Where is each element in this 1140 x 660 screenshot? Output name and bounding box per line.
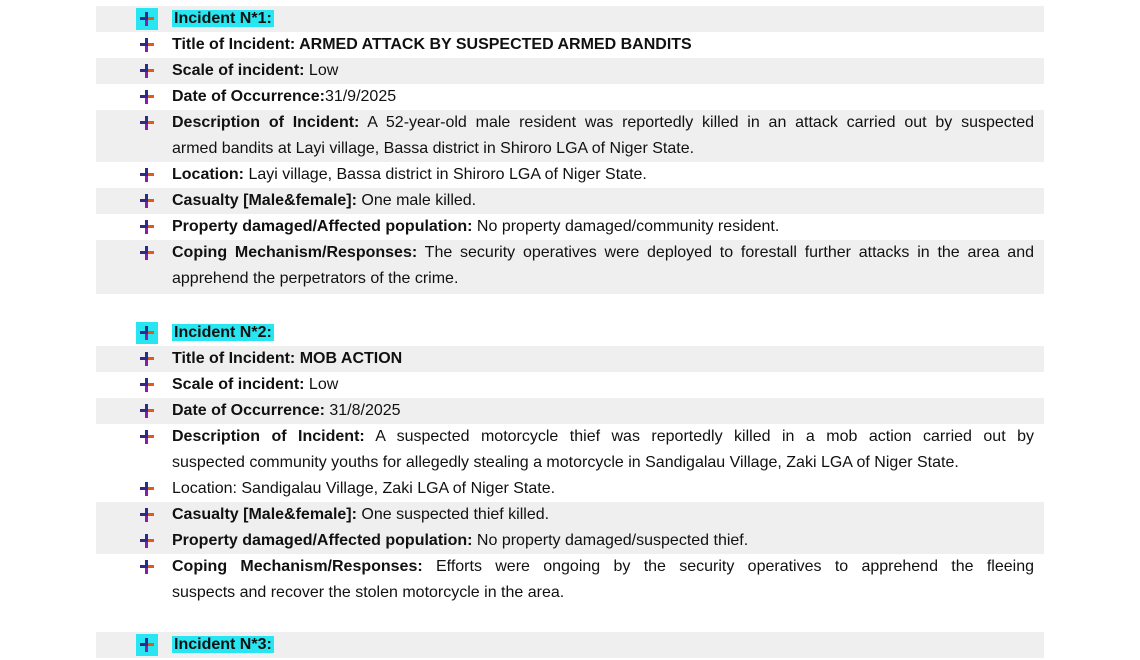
field-label: Property damaged/Affected population: (172, 532, 473, 549)
field-value: 31/9/2025 (324, 88, 397, 105)
incident-1-casualty-row (96, 188, 1044, 214)
field-value-continued: suspects and recover the stolen motorcycle in the area. (172, 584, 565, 601)
field-value: Low (304, 376, 339, 393)
field-label: Coping Mechanism/Responses: (172, 244, 418, 261)
incident-1-scale-row (96, 58, 1044, 84)
field-value: No property damaged/suspected thief. (472, 532, 749, 549)
arrow-bullet-icon (140, 352, 154, 366)
field-label: Date of Occurrence: (172, 88, 325, 105)
arrow-bullet-icon (140, 404, 154, 418)
incident-header: Incident N*2: (174, 324, 272, 341)
incident-title: Title of Incident: MOB ACTION (172, 350, 403, 367)
field-value-continued: armed bandits at Layi village, Bassa district in Shiroro LGA of Niger State. (172, 140, 695, 157)
field-label: Date of Occurrence: (172, 402, 325, 419)
arrow-bullet-icon (140, 326, 154, 340)
arrow-bullet-icon (140, 560, 154, 574)
field-value: No property damaged/community resident. (472, 218, 780, 235)
incident-3-header-row (96, 632, 1044, 658)
arrow-bullet-icon (140, 430, 154, 444)
field-label: Scale of incident: (172, 376, 305, 393)
incident-2-property-row (96, 528, 1044, 554)
incident-1-location-row (96, 162, 1044, 188)
arrow-bullet-icon (140, 482, 154, 496)
field-label: Casualty [Male&female]: (172, 506, 357, 523)
field-label: Description of Incident: (172, 114, 360, 131)
field-value: Efforts were ongoing by the security operatives to apprehend the fleeing (422, 558, 1034, 575)
arrow-bullet-icon (140, 220, 154, 234)
arrow-bullet-icon (140, 194, 154, 208)
incident-1-coping-row (96, 240, 1044, 294)
incident-2-date-row (96, 398, 1044, 424)
field-value: Low (304, 62, 339, 79)
field-label: Scale of incident: (172, 62, 305, 79)
incident-2-header-row (96, 320, 1044, 346)
incident-1-title-row (96, 32, 1044, 58)
field-label: Location: (172, 166, 244, 183)
incident-title: Title of Incident: ARMED ATTACK BY SUSPECTED ARMED BANDITS (172, 36, 692, 53)
field-value: One suspected thief killed. (356, 506, 550, 523)
field-value: One male killed. (356, 192, 477, 209)
field-value-continued: apprehend the perpetrators of the crime. (172, 270, 459, 287)
incident-1-description-row (96, 110, 1044, 162)
incident-1-date-row (96, 84, 1044, 110)
arrow-bullet-icon (140, 638, 154, 652)
arrow-bullet-icon (140, 508, 154, 522)
field-label: Property damaged/Affected population: (172, 218, 473, 235)
incident-2-casualty-row (96, 502, 1044, 528)
arrow-bullet-icon (140, 38, 154, 52)
arrow-bullet-icon (140, 168, 154, 182)
incident-2-scale-row (96, 372, 1044, 398)
arrow-bullet-icon (140, 534, 154, 548)
incident-1-property-row (96, 214, 1044, 240)
incident-2-title-row (96, 346, 1044, 372)
field-value: The security operatives were deployed to forestall further attacks in the area and (417, 244, 1034, 261)
incident-header: Incident N*1: (174, 10, 272, 27)
incident-2-description-row (96, 424, 1044, 476)
arrow-bullet-icon (140, 378, 154, 392)
field-value: Layi village, Bassa district in Shiroro LGA of Niger State. (244, 166, 647, 183)
arrow-bullet-icon (140, 64, 154, 78)
field-label: Coping Mechanism/Responses: (172, 558, 423, 575)
field-value: Location: Sandigalau Village, Zaki LGA of Niger State. (172, 480, 556, 497)
incident-2-coping-row (96, 554, 1044, 606)
arrow-bullet-icon (140, 12, 154, 26)
field-value: A 52-year-old male resident was reportedly killed in an attack carried out by suspected (359, 114, 1035, 131)
arrow-bullet-icon (140, 246, 154, 260)
field-label: Casualty [Male&female]: (172, 192, 357, 209)
field-value-continued: suspected community youths for allegedly stealing a motorcycle in Sandigalau Village, Zaki LGA of Niger State. (172, 454, 959, 471)
field-value: 31/8/2025 (324, 402, 401, 419)
incident-header: Incident N*3: (174, 636, 272, 653)
incident-2-location-row (96, 476, 1044, 502)
incident-1-header-row (96, 6, 1044, 32)
arrow-bullet-icon (140, 116, 154, 130)
arrow-bullet-icon (140, 90, 154, 104)
field-label: Description of Incident: (172, 428, 365, 445)
field-value: A suspected motorcycle thief was reportedly killed in a mob action carried out by (364, 428, 1034, 445)
